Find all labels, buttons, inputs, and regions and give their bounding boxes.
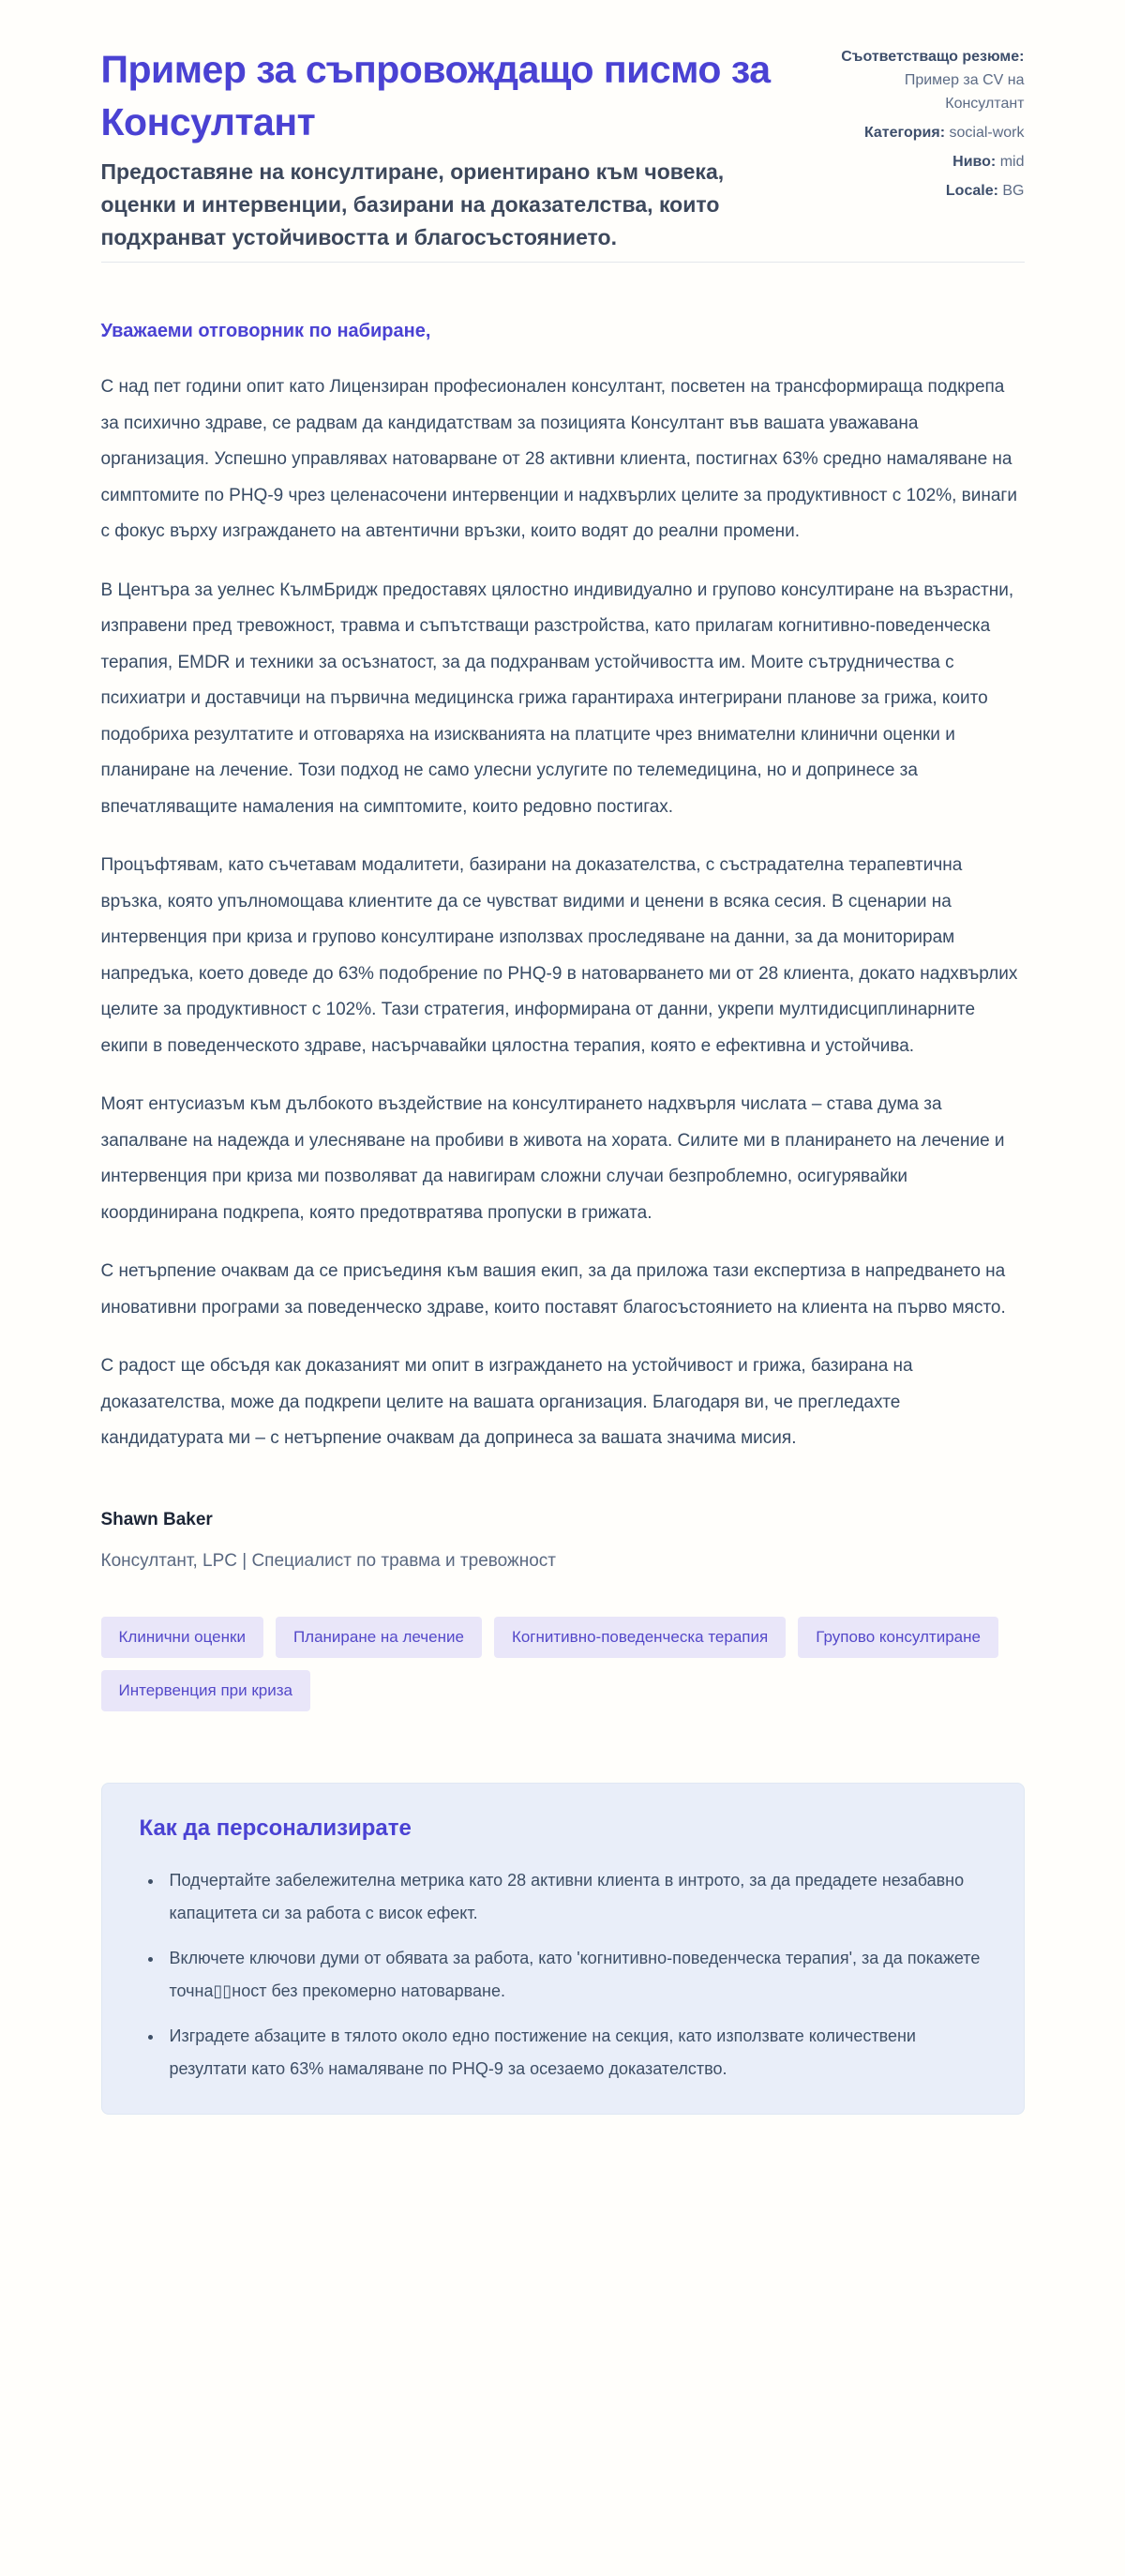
tips-list bbox=[140, 1864, 986, 2086]
meta-panel bbox=[823, 43, 1025, 254]
tip-item: • Подчертайте забележителна метрика като 28 активни клиента в интрото, за да предадете незабавно капацитета си за работа с висок ефект. bbox=[164, 1864, 986, 1930]
meta-label: Ниво: bbox=[952, 154, 997, 170]
skill-tag: Когнитивно-поведенческа терапия bbox=[494, 1617, 786, 1658]
letter-paragraph: С нетърпение очаквам да се присъединя към вашия екип, за да приложа тази експертиза в напредването на иновативни програми за поведенческо здраве, които поставят благосъстоянието на клиента на първо място. bbox=[100, 1261, 1006, 1318]
page-title: Пример за съпровождащо писмо за Консултант bbox=[100, 48, 771, 143]
tip-item: • Изградете абзаците в тялото около едно постижение на секция, като използвате количествени резултати като 63% намаляване по PHQ-9 за осезаемо доказателство. bbox=[164, 2020, 986, 2086]
meta-value: mid bbox=[999, 154, 1025, 170]
skill-tag: Групово консултиране bbox=[798, 1617, 998, 1658]
meta-label: Категория: bbox=[863, 125, 946, 141]
paragraphs bbox=[101, 369, 1025, 1457]
skill-tag: Интервенция при криза bbox=[101, 1670, 310, 1711]
greeting: Уважаеми отговорник по набиране, bbox=[100, 321, 431, 341]
tips-heading: Как да персонализирате bbox=[139, 1815, 412, 1841]
signature-role: Консултант, LPC | Специалист по травма и тревожност bbox=[100, 1550, 556, 1571]
tip-item: • Включете ключови думи от обявата за работа, като 'когнитивно-поведенческа терапия', за да покажете точна▯▯ност без прекомерно натоварване. bbox=[164, 1942, 986, 2008]
divider bbox=[101, 262, 1025, 263]
signature-name: Shawn Baker bbox=[100, 1509, 213, 1529]
meta-label: Съответстващо резюме: bbox=[841, 49, 1025, 65]
letter-body bbox=[101, 315, 1025, 1711]
letter-paragraph: Процъфтявам, като съчетавам модалитети, базирани на доказателства, с състрадателна терапевтична връзка, която упълномощава клиентите да се чувстват видими и ценени в всяка сесия. В сценарии на интервенция при криза и групово консултиране използвах проследяване на данни, за да мониторирам напредъка, което доведе до 63% подобрение по PHQ-9 в натоварването ми от 28 клиента, докато надхвърлих целите за продуктивност с 102%. Тази стратегия, информирана от данни, укрепи мултидисциплинарните екипи в поведенческото здраве, насърчавайки цялостна терапия, която е ефективна и устойчива. bbox=[100, 855, 1018, 1056]
meta-item bbox=[823, 45, 1025, 115]
skill-tag: Планиране на лечение bbox=[276, 1617, 482, 1658]
meta-item bbox=[823, 121, 1025, 144]
letter-paragraph: В Центъра за уелнес КълмБридж предоставях цялостно индивидуално и групово консултиране на възрастни, изправени пред тревожност, травма и съпътстващи разстройства, като прилагам когнитивно-поведенческа терапия, EMDR и техники за осъзнатост, за да подхранвам устойчивостта им. Моите сътрудничества с психиатри и доставчици на първична медицинска грижа гарантираха интегрирани планове за грижа, които подобриха резултатите и отговаряха на изискванията на платците чрез внимателни клинични оценки и планиране на лечение. Този подход не само улесни услугите по телемедицина, но и допринесе за впечатляващите намаления на симптомите, които редовно постигах. bbox=[100, 580, 1014, 817]
page bbox=[101, 0, 1025, 2115]
skill-tag: Клинични оценки bbox=[101, 1617, 263, 1658]
meta-item bbox=[823, 150, 1025, 173]
meta-value: social-work bbox=[949, 125, 1025, 141]
meta-label: Locale: bbox=[945, 183, 998, 199]
page-subtitle: Предоставяне на консултиране, ориентирано към човека, оценки и интервенции, базирани на доказателства, които подхранват устойчивостта и благосъстоянието. bbox=[100, 159, 725, 249]
meta-value: BG bbox=[1002, 183, 1025, 199]
letter-paragraph: С над пет години опит като Лицензиран професионален консултант, посветен на трансформираща подкрепа за психично здраве, се радвам да кандидатствам за позицията Консултант във вашата уважавана организация. Успешно управлявах натоварване от 28 активни клиента, постигнах 63% средно намаляване на симптомите по PHQ-9 чрез целенасочени интервенции и надхвърлих целите за продуктивност с 102%, винаги с фокус върху изграждането на автентични връзки, които водят до реални промени. bbox=[100, 377, 1017, 541]
header-left bbox=[101, 43, 795, 254]
letter-paragraph: С радост ще обсъдя как доказаният ми опит в изграждането на устойчивост и грижа, базирана на доказателства, може да подкрепи целите на вашата организация. Благодаря ви, че прегледахте кандидатурата ми – с нетърпение очаквам да допринеса за вашата значима мисия. bbox=[100, 1356, 913, 1448]
meta-value: Пример за CV на Консултант bbox=[904, 72, 1025, 112]
meta-item bbox=[823, 179, 1025, 203]
tips-box bbox=[101, 1783, 1025, 2115]
letter-paragraph: Моят ентусиазъм към дълбокото въздействие на консултирането надхвърля числата – става дума за запалване на надежда и улесняване на пробиви в живота на хората. Силите ми в планирането на лечение и интервенция при криза ми позволяват да навигирам сложни случаи безпроблемно, осигурявайки координирана подкрепа, която предотвратява пропуски в грижата. bbox=[100, 1094, 1005, 1223]
header bbox=[101, 43, 1025, 254]
tag-list bbox=[101, 1617, 1025, 1711]
